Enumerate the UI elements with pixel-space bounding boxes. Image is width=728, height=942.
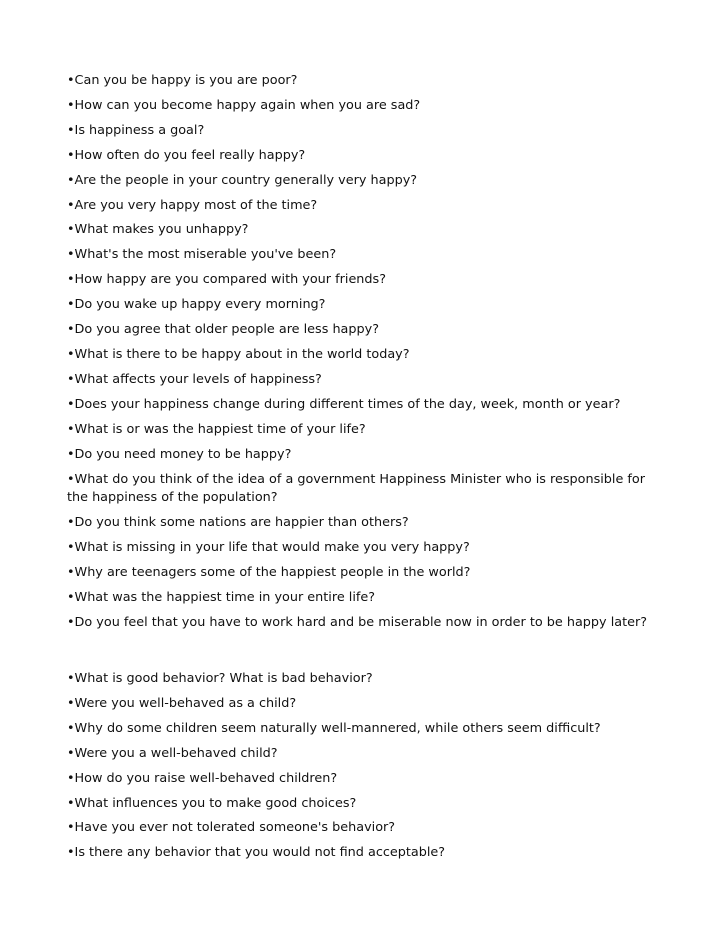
question-item: •What do you think of the idea of a government Happiness Minister who is responsible for the happiness of the population?: [67, 471, 646, 506]
question-item: •What influences you to make good choices?: [67, 795, 357, 811]
question-item: •Were you a well-behaved child?: [67, 745, 278, 761]
question-item: •What makes you unhappy?: [67, 222, 249, 238]
question-item: •Do you wake up happy every morning?: [67, 297, 326, 313]
question-item: •Are you very happy most of the time?: [67, 197, 318, 213]
question-item: •What is or was the happiest time of your life?: [67, 421, 366, 437]
question-item: •Have you ever not tolerated someone's behavior?: [67, 820, 396, 836]
question-item: •Do you need money to be happy?: [67, 446, 292, 462]
question-item: •What is there to be happy about in the world today?: [67, 346, 410, 362]
question-item: •What's the most miserable you've been?: [67, 247, 337, 263]
question-item: •How do you raise well-behaved children?: [67, 770, 338, 786]
question-item: •Is happiness a goal?: [67, 122, 205, 138]
question-item: •What was the happiest time in your entire life?: [67, 590, 376, 606]
question-item: •How happy are you compared with your friends?: [67, 272, 387, 288]
happiness-questions-list: [67, 72, 657, 639]
behavior-questions-list: [67, 670, 657, 869]
question-item: •Do you think some nations are happier than others?: [67, 515, 409, 531]
question-item: •Why are teenagers some of the happiest people in the world?: [67, 565, 471, 581]
question-item: •Were you well-behaved as a child?: [67, 695, 297, 711]
question-item: •Do you feel that you have to work hard and be miserable now in order to be happy later?: [67, 614, 648, 630]
question-item: •Are the people in your country generally very happy?: [67, 172, 418, 188]
question-item: •Why do some children seem naturally well-mannered, while others seem difficult?: [67, 720, 601, 736]
question-item: •What affects your levels of happiness?: [67, 371, 322, 387]
question-item: •Can you be happy is you are poor?: [67, 73, 298, 88]
question-item: •How often do you feel really happy?: [67, 147, 306, 163]
question-item: •Is there any behavior that you would not find acceptable?: [67, 845, 446, 861]
question-item: •What is missing in your life that would make you very happy?: [67, 540, 470, 556]
question-item: •Does your happiness change during different times of the day, week, month or year?: [67, 396, 621, 412]
question-item: •What is good behavior? What is bad behavior?: [67, 671, 373, 686]
question-item: •How can you become happy again when you are sad?: [67, 97, 421, 113]
question-item: •Do you agree that older people are less happy?: [67, 322, 380, 338]
